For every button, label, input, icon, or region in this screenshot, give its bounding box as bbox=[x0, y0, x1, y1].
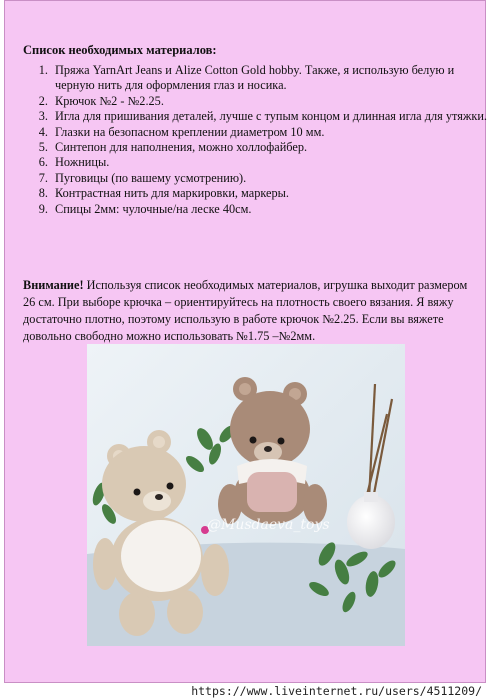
list-item: 4. Глазки на безопасном креплении диаметром 10 мм. bbox=[51, 125, 490, 140]
notice-paragraph bbox=[23, 277, 471, 345]
list-item: 9. Спицы 2мм: чулочные/на леске 40см. bbox=[51, 202, 490, 217]
list-item: 6. Ножницы. bbox=[51, 155, 490, 170]
notice-text: Используя список необходимых материалов, игрушка выходит размером 26 см. При выборе крючка – ориентируйтесь на плотность своего вязания. Я вяжу достаточно плотно, поэтому использую в работе крючок №2.25. Если вы вяжете довольно свободно можно использовать №1.75 –№2мм. bbox=[23, 278, 468, 343]
notice-label: Внимание! bbox=[23, 278, 84, 292]
list-item: 2. Крючок №2 - №2.25. bbox=[51, 94, 490, 109]
materials-heading: Список необходимых материалов: bbox=[23, 43, 217, 57]
materials-list bbox=[23, 63, 490, 217]
list-item: 7. Пуговицы (по вашему усмотрению). bbox=[51, 171, 490, 186]
list-item: 5. Синтепон для наполнения, можно холлофайбер. bbox=[51, 140, 490, 155]
list-item: 1. Пряжа YarnArt Jeans и Alize Cotton Gold hobby. Также, я использую белую и черную нить для оформления глаз и носика. bbox=[51, 63, 490, 94]
list-item: 8. Контрастная нить для маркировки, маркеры. bbox=[51, 186, 490, 201]
photo-watermark: @Musdaeva_toys bbox=[207, 517, 330, 533]
bears-photo bbox=[87, 344, 405, 646]
footer-url[interactable]: https://www.liveinternet.ru/users/4511209/ bbox=[191, 684, 482, 698]
list-item: 3. Игла для пришивания деталей, лучше с тупым концом и длинная игла для утяжки. bbox=[51, 109, 490, 124]
